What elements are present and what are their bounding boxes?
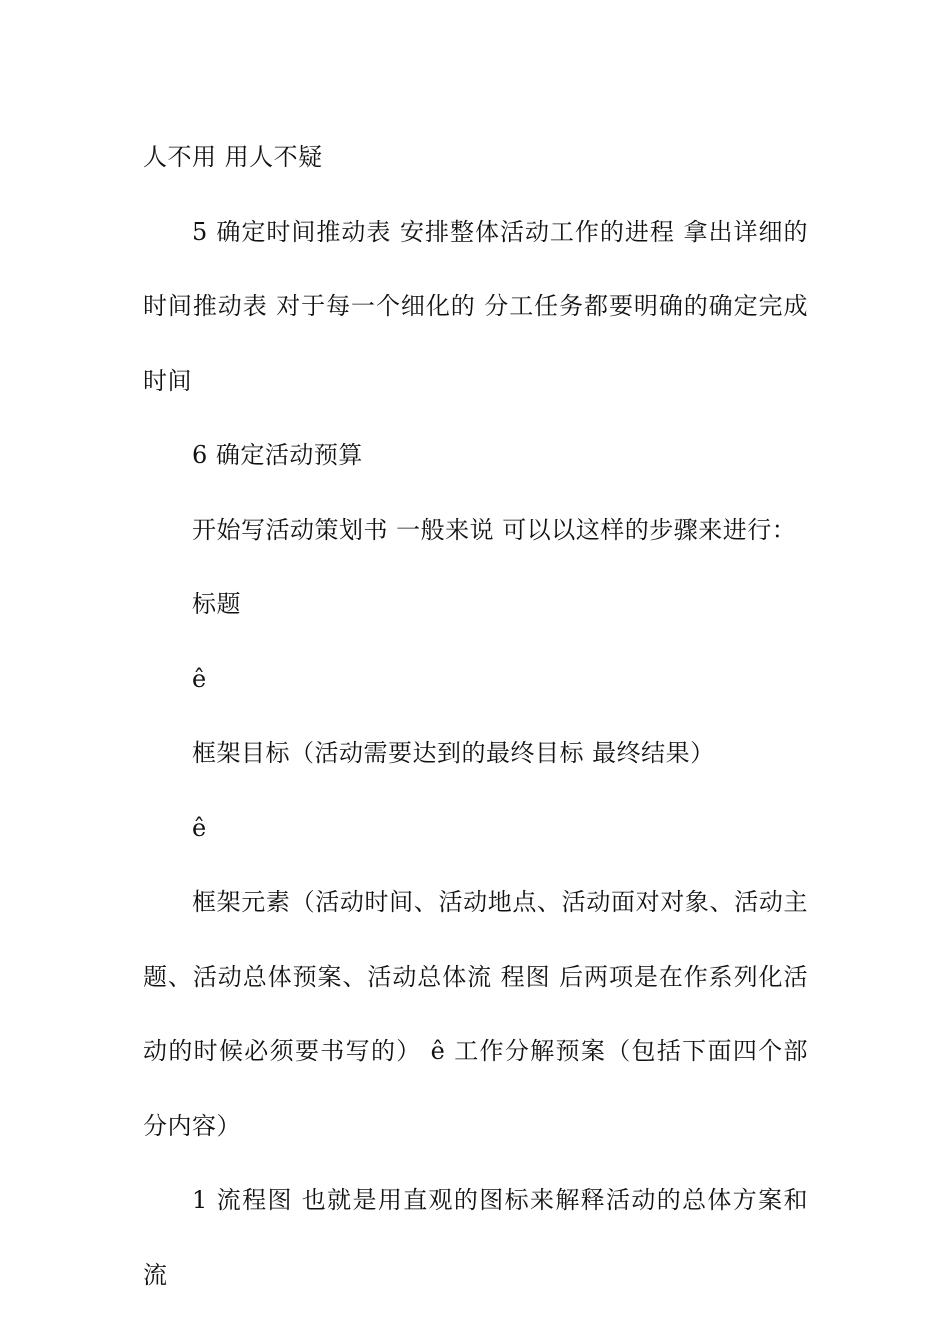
document-body <box>143 120 808 1312</box>
paragraph-writing-intro: 开始写活动策划书 一般来说 可以以这样的步骤来进行： <box>192 515 797 544</box>
paragraph-framework-elements: 框架元素（活动时间、活动地点、活动面对对象、活动主题、活动总体预案、活动总体流 程图 后两项是在作系列化活动的时候必须要书写的） ê 工作分解预案（包括下面四个部分内容） <box>143 888 808 1140</box>
paragraph-flowchart-item: 1 流程图 也就是用直观的图标来解释活动的总体方案和流 <box>143 1186 808 1289</box>
paragraph-framework-goal: 框架目标（活动需要达到的最终目标 最终结果） <box>192 739 715 767</box>
paragraph-arrow-symbol: ê <box>192 664 207 693</box>
paragraph-closing-line: 人不用 用人不疑 <box>143 143 323 171</box>
paragraph-step-5-timeline: 5 确定时间推动表 安排整体活动工作的进程 拿出详细的时间推动表 对于每一个细化的 分工任务都要明确的确定完成时间 <box>143 217 808 395</box>
paragraph-arrow-symbol: ê <box>192 813 207 842</box>
paragraph-title-item: 标题 <box>192 590 241 618</box>
paragraph-step-6-budget: 6 确定活动预算 <box>192 441 363 469</box>
